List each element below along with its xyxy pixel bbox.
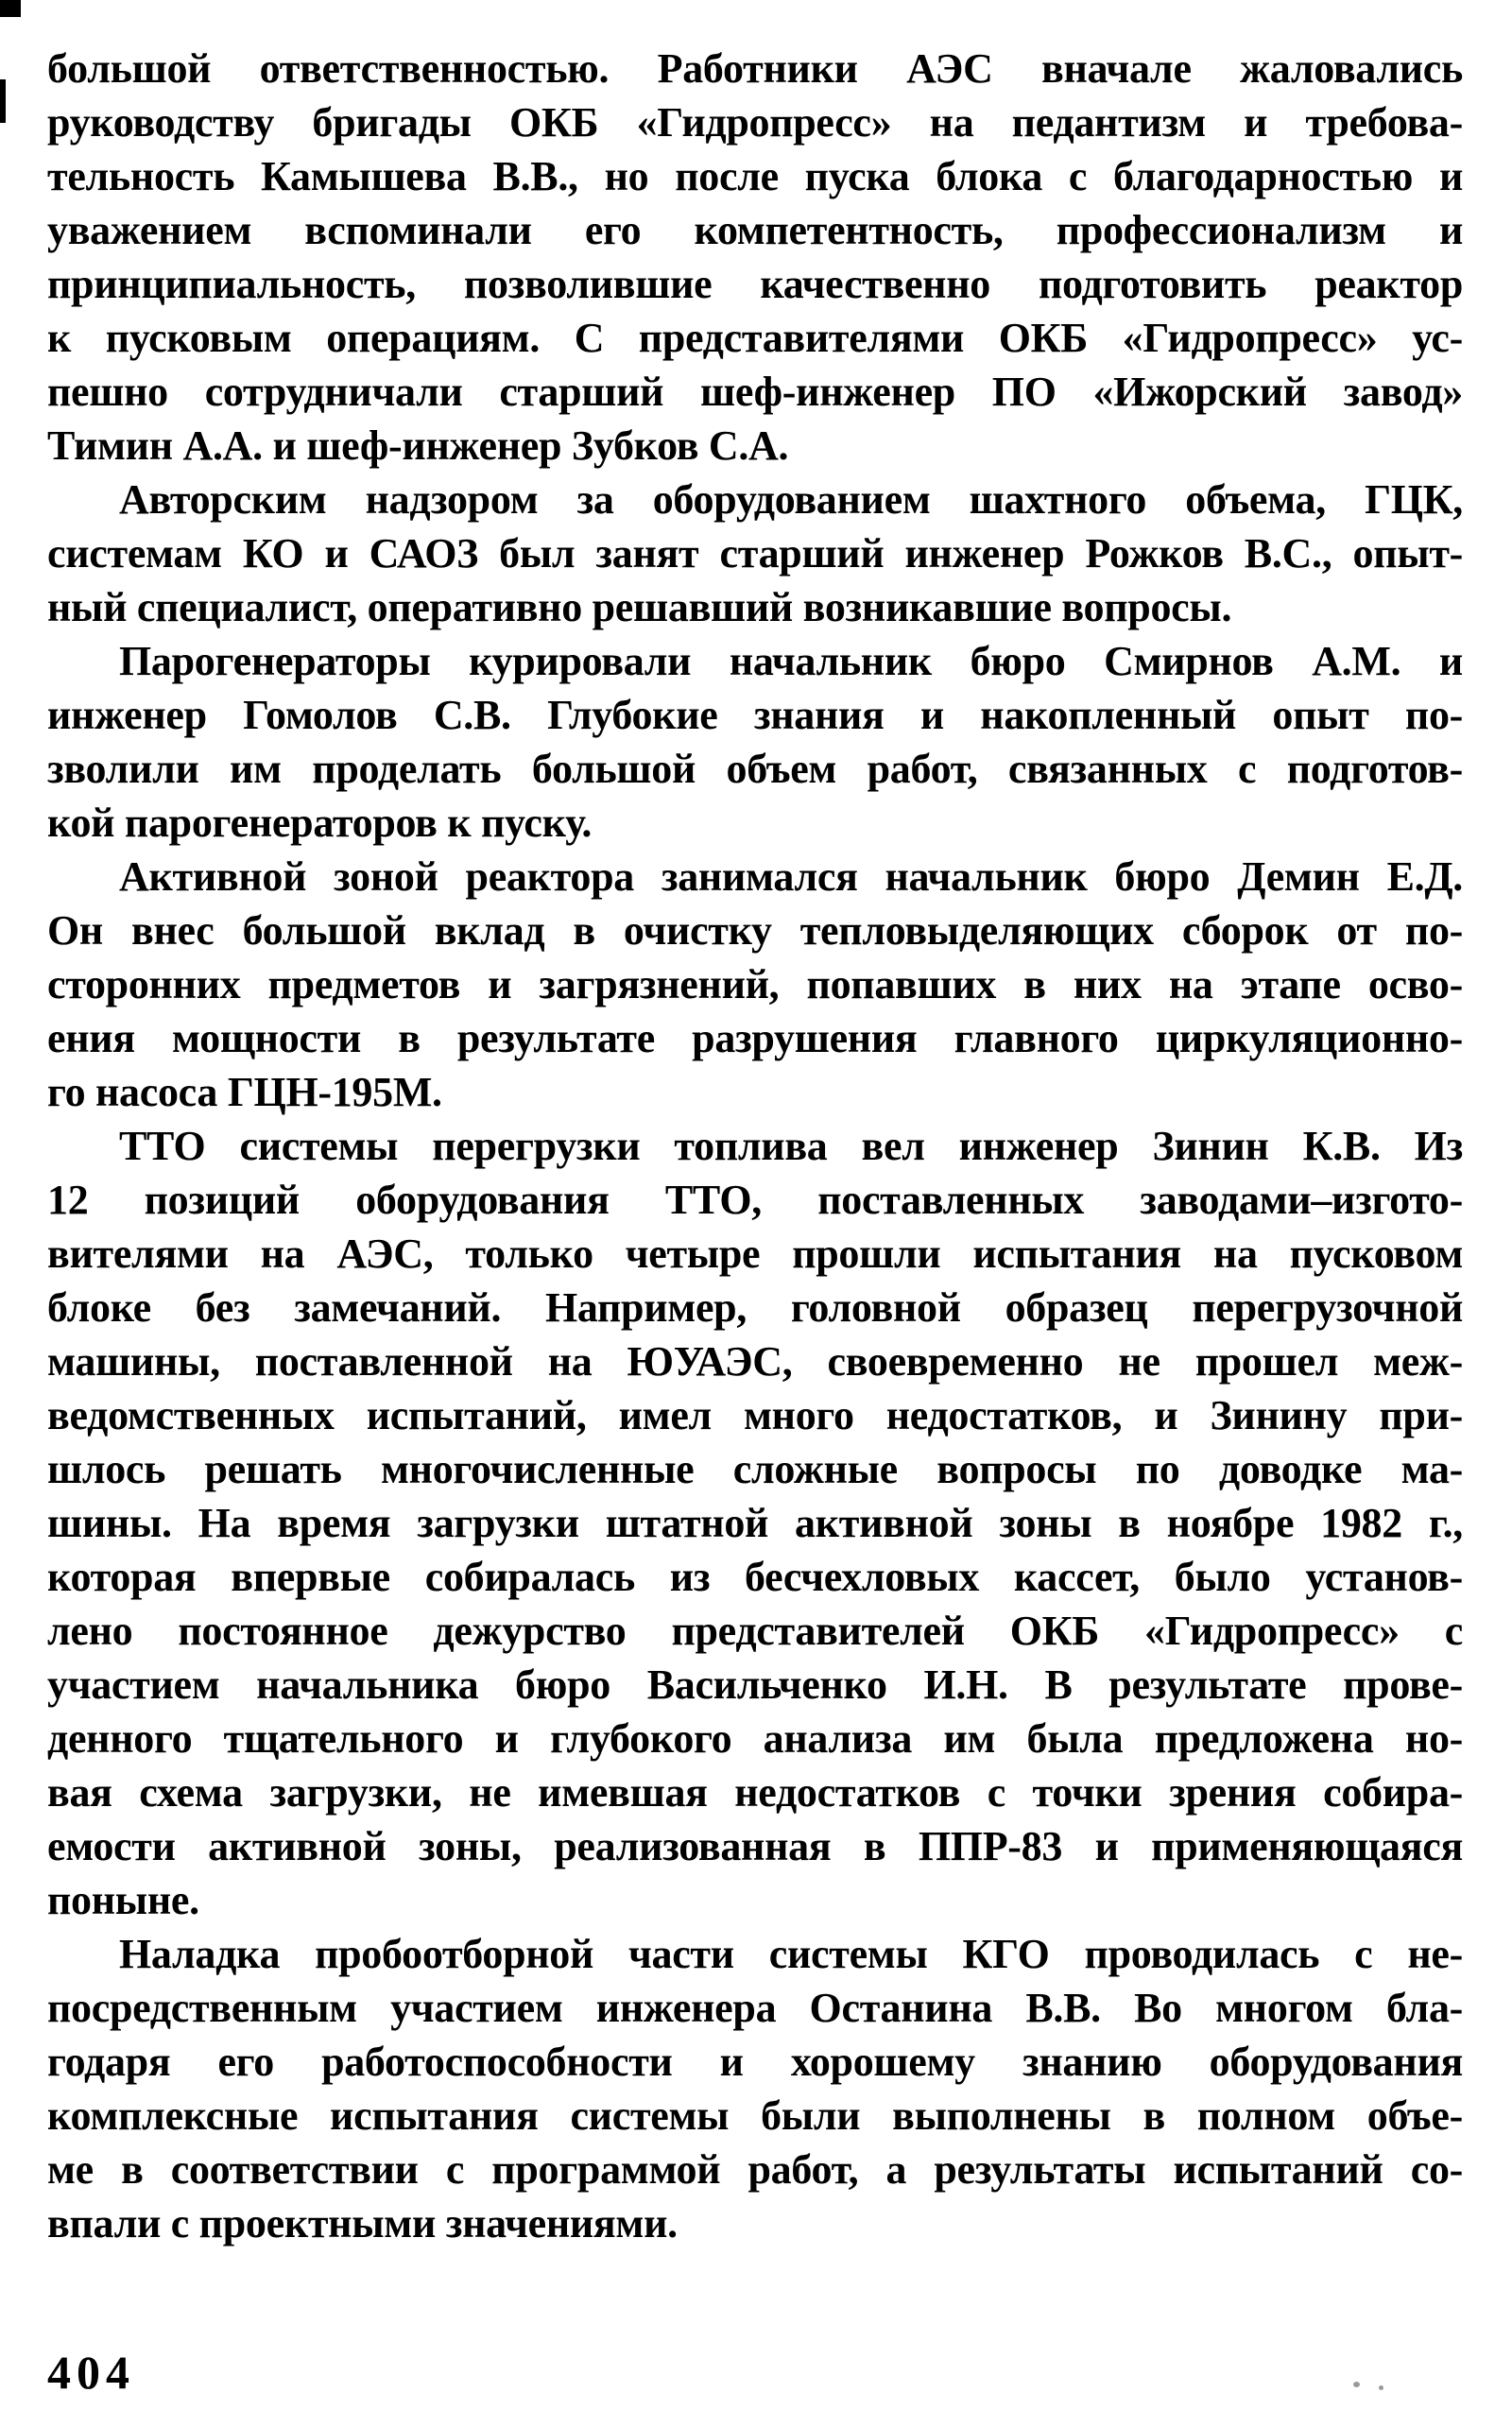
text-line: Тимин А.А. и шеф-инженер Зубков С.А. [47,422,789,469]
text-line: емости активной зоны, реализованная в ППР-83 и применяющаяся [47,1823,1463,1869]
text-line: годаря его работоспособности и хорошему знанию оборудования [47,2039,1463,2085]
text-line: лено постоянное дежурство представителей ОКБ «Гидропресс» с [47,1608,1463,1654]
text-line: пешно сотрудничали старший шеф-инженер ПО «Ижорский завод» [47,369,1463,415]
text-line: впали с проектными значениями. [47,2200,678,2246]
text-line: поныне. [47,1877,199,1923]
text-line: денного тщательного и глубокого анализа им была предложена но- [47,1715,1463,1762]
text-line: тельность Камышева В.В., но после пуска блока с благодарностью и [47,153,1463,199]
text-line: уважением вспоминали его компетентность, профессионализм и [47,207,1463,253]
text-line: вая схема загрузки, не имевшая недостатков с точки зрения собира- [47,1769,1463,1816]
text-line: шлось решать многочисленные сложные вопросы по доводке ма- [47,1446,1463,1492]
text-line: ТТО системы перегрузки топлива вел инженер Зинин К.В. Из [119,1123,1463,1169]
scan-artifact [0,0,21,17]
text-line: ный специалист, оперативно решавший возникавшие вопросы. [47,584,1232,630]
text-line: Авторским надзором за оборудованием шахтного объема, ГЦК, [119,476,1463,523]
scan-speck [1353,2382,1360,2387]
scan-speck [1379,2385,1383,2390]
text-line: к пусковым операциям. С представителями ОКБ «Гидропресс» ус- [47,315,1463,361]
text-line: Парогенераторы курировали начальник бюро Смирнов А.М. и [119,638,1463,684]
text-line: участием начальника бюро Васильченко И.Н. В результате прове- [47,1661,1463,1708]
text-line: вителями на АЭС, только четыре прошли испытания на пусковом [47,1231,1463,1277]
text-block [47,42,1463,2250]
text-line: го насоса ГЦН-195М. [47,1069,442,1115]
text-line: системам КО и САОЗ был занят старший инженер Рожков В.С., опыт- [47,530,1463,577]
text-line: машины, поставленной на ЮУАЭС, своевременно не прошел меж- [47,1338,1463,1385]
text-line: зволили им проделать большой объем работ, связанных с подготов- [47,746,1463,792]
text-line: ения мощности в результате разрушения главного циркуляционно- [47,1015,1463,1061]
text-line: шины. На время загрузки штатной активной зоны в ноябре 1982 г., [47,1500,1463,1546]
text-line: ведомственных испытаний, имел много недостатков, и Зинину при- [47,1392,1463,1438]
text-line: инженер Гомолов С.В. Глубокие знания и накопленный опыт по- [47,692,1463,738]
text-line: комплексные испытания системы были выполнены в полном объе- [47,2092,1463,2139]
text-line: которая впервые собиралась из бесчехловых кассет, было установ- [47,1554,1463,1600]
text-line: посредственным участием инженера Останина В.В. Во многом бла- [47,1985,1463,2031]
text-line: принципиальность, позволившие качественно подготовить реактор [47,261,1463,307]
scan-artifact [0,79,6,123]
text-line: кой парогенераторов к пуску. [47,800,593,846]
text-line: Наладка пробоотборной части системы КГО проводилась с не- [119,1931,1463,1977]
text-line: ме в соответствии с программой работ, а результаты испытаний со- [47,2146,1463,2193]
text-line: сторонних предметов и загрязнений, попавших в них на этапе осво- [47,961,1463,1007]
text-line: Он внес большой вклад в очистку тепловыделяющих сборок от по- [47,907,1463,954]
text-line: руководству бригады ОКБ «Гидропресс» на педантизм и требова- [47,99,1463,146]
page-number: 404 [47,2346,135,2399]
text-line: 12 позиций оборудования ТТО, поставленных заводами–изгото- [47,1177,1463,1223]
text-line: большой ответственностью. Работники АЭС вначале жаловались [47,45,1463,92]
text-line: блоке без замечаний. Например, головной образец перегрузочной [47,1284,1463,1331]
text-line: Активной зоной реактора занимался начальник бюро Демин Е.Д. [119,853,1463,900]
